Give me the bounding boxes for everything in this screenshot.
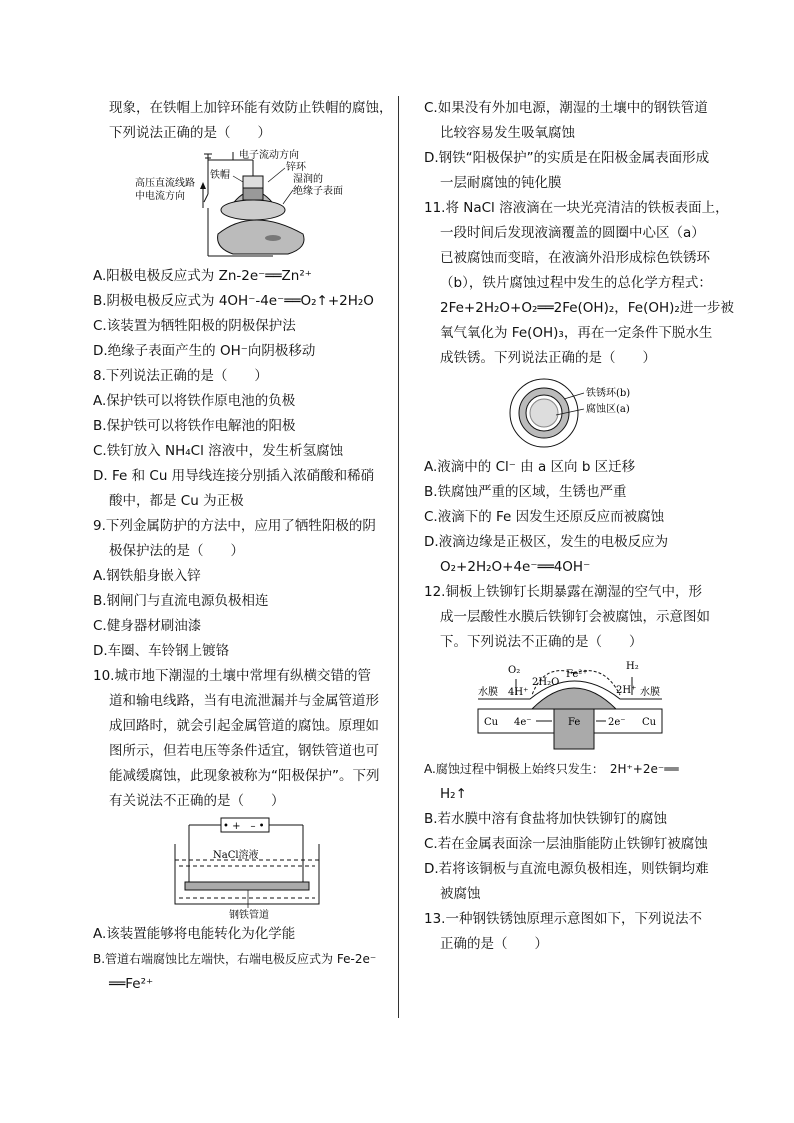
e2-label: 2e⁻: [608, 717, 626, 728]
q11-stem: 一段时间后发现液滴覆盖的圆圈中心区（a）: [440, 225, 705, 241]
intro-line: 下列说法正确的是（ ）: [109, 125, 271, 141]
q7-option: D.绝缘子表面产生的 OH⁻向阴极移动: [93, 343, 316, 359]
e4-label: 4e⁻: [514, 717, 532, 728]
q8-option: 酸中，都是 Cu 为正极: [109, 493, 244, 509]
fe2-label: Fe²⁺: [566, 669, 588, 680]
q7-option: A.阳极电极反应式为 Zn-2e⁻══Zn²⁺: [93, 268, 312, 284]
q11-stem: 2Fe+2H₂O+O₂══2Fe(OH)₂，Fe(OH)₂进一步被: [440, 300, 734, 316]
power-supply-label: • + – •: [223, 821, 265, 832]
q10-stem: 10.城市地下潮湿的土壤中常埋有纵横交错的管: [93, 668, 371, 684]
h2o-label: 2H₂O: [532, 677, 560, 688]
q12-option: H₂↑: [440, 786, 467, 802]
o2-label: O₂: [508, 665, 521, 676]
q7-option: C.该装置为牺牲阳极的阴极保护法: [93, 318, 296, 334]
insulator-figure: [93, 146, 398, 264]
q9-stem: 极保护法的是（ ）: [109, 543, 244, 559]
q11-option: A.液滴中的 Cl⁻ 由 a 区向 b 区迁移: [424, 459, 636, 475]
q10-option: A.该装置能够将电能转化为化学能: [93, 926, 296, 942]
water-film-right-label: 水膜: [640, 687, 660, 698]
zinc-ring-label: 锌环: [286, 162, 306, 173]
q11-option: D.液滴边缘是正极区，发生的电极反应为: [424, 534, 669, 550]
q10-option: 比较容易发生吸氧腐蚀: [440, 125, 575, 141]
q11-option: O₂+2H₂O+4e⁻══4OH⁻: [440, 559, 591, 575]
water-film-left-label: 水膜: [478, 687, 498, 698]
q10-option: C.如果没有外加电源，潮湿的土壤中的钢铁管道: [424, 100, 708, 116]
left-column: [93, 96, 398, 997]
iron-cap-label: 铁帽: [210, 170, 230, 181]
q8-option: D. Fe 和 Cu 用导线连接分别插入浓硝酸和稀硝: [93, 468, 375, 484]
q10-stem: 图所示，但若电压等条件适宜，钢铁管道也可: [109, 743, 379, 759]
q12-stem: 成一层酸性水膜后铁铆钉会被腐蚀，示意图如: [440, 609, 710, 625]
pipe-label: 钢铁管道: [229, 910, 269, 921]
q8-stem: 8.下列说法正确的是（ ）: [93, 368, 268, 384]
q9-stem: 9.下列金属防护的方法中，应用了牺牲阳极的阴: [93, 518, 376, 534]
corrosion-zone-label: 腐蚀区(a): [586, 404, 630, 415]
q9-option: A.钢铁船身嵌入锌: [93, 568, 201, 584]
q12-option: B.若水膜中溶有食盐将加快铁铆钉的腐蚀: [424, 811, 668, 827]
right-column: [424, 96, 734, 957]
q12-option: C.若在金属表面涂一层油脂能防止铁铆钉被腐蚀: [424, 836, 708, 852]
q13-stem: 13.一种钢铁锈蚀原理示意图如下，下列说法不: [424, 911, 702, 927]
q12-option: D.若将该铜板与直流电源负极相连，则铁铜均难: [424, 861, 709, 877]
wet-label: 湿润的: [293, 174, 323, 185]
q8-option: B.保护铁可以将铁作电解池的阳极: [93, 418, 296, 434]
q10-option: D.钢铁“阳极保护”的实质是在阳极金属表面形成: [424, 150, 710, 166]
q9-option: B.钢闸门与直流电源负极相连: [93, 593, 269, 609]
column-divider: [398, 96, 399, 1018]
q10-stem: 有关说法不正确的是（ ）: [109, 793, 285, 809]
cu-right-label: Cu: [642, 717, 657, 728]
q11-stem: （b），铁片腐蚀过程中发生的总化学方程式：: [440, 275, 712, 291]
q10-stem: 能减缓腐蚀，此现象被称为“阳极保护”。下列: [109, 768, 380, 784]
insulator-surface-label: 绝缘子表面: [293, 186, 343, 197]
nacl-solution-label: NaCl溶液: [213, 850, 259, 861]
intro-line: 现象，在铁帽上加锌环能有效防止铁帽的腐蚀，: [109, 100, 393, 116]
q13-stem: 正确的是（ ）: [440, 936, 548, 952]
q10-option: ══Fe²⁺: [109, 976, 154, 992]
q11-option: C.液滴下的 Fe 因发生还原反应而被腐蚀: [424, 509, 665, 525]
q9-option: D.车圈、车铃钢上镀铬: [93, 643, 230, 659]
q11-option: B.铁腐蚀严重的区域，生锈也严重: [424, 484, 627, 500]
cu-left-label: Cu: [484, 717, 499, 728]
q12-stem: 12.铜板上铁铆钉长期暴露在潮湿的空气中，形: [424, 584, 702, 600]
q7-option: B.阴极电极反应式为 4OH⁻-4e⁻══O₂↑+2H₂O: [93, 293, 374, 309]
q10-option: B.管道右端腐蚀比左端快，右端电极反应式为 Fe-2e⁻: [93, 952, 377, 966]
h2p-label: 2H⁺: [616, 685, 637, 696]
fe-label: Fe: [568, 717, 581, 728]
droplet-figure: [424, 371, 726, 455]
rivet-figure: [424, 655, 726, 757]
q12-stem: 下。下列说法不正确的是（ ）: [440, 634, 643, 650]
q8-option: A.保护铁可以将铁作原电池的负极: [93, 393, 296, 409]
h4-label: 4H⁺: [508, 687, 529, 698]
electron-flow-label: 电子流动方向: [239, 150, 299, 161]
h2-label: H₂: [626, 661, 639, 672]
q11-stem: 成铁锈。下列说法正确的是（ ）: [440, 350, 656, 366]
q12-option: 被腐蚀: [440, 886, 481, 902]
hv-line-label: 高压直流线路: [135, 178, 195, 189]
q10-stem: 道和输电线路，当有电流泄漏并与金属管道形: [109, 693, 379, 709]
current-direction-label: 中电流方向: [135, 191, 185, 202]
q8-option: C.铁钉放入 NH₄Cl 溶液中，发生析氢腐蚀: [93, 443, 344, 459]
pipe-figure: [93, 814, 398, 922]
q10-option: 一层耐腐蚀的钝化膜: [440, 175, 562, 191]
q11-stem: 氧气氧化为 Fe(OH)₃，再在一定条件下脱水生: [440, 325, 713, 341]
rust-ring-label: 铁锈环(b): [586, 388, 631, 399]
q11-stem: 11.将 NaCl 溶液滴在一块光亮清洁的铁板表面上，: [424, 200, 729, 216]
q9-option: C.健身器材刷油漆: [93, 618, 202, 634]
q11-stem: 已被腐蚀而变暗，在液滴外沿形成棕色铁锈环: [440, 250, 710, 266]
q12-option: A.腐蚀过程中铜极上始终只发生： 2H⁺+2e⁻══: [424, 762, 679, 776]
q10-stem: 成回路时，就会引起金属管道的腐蚀。原理如: [109, 718, 379, 734]
